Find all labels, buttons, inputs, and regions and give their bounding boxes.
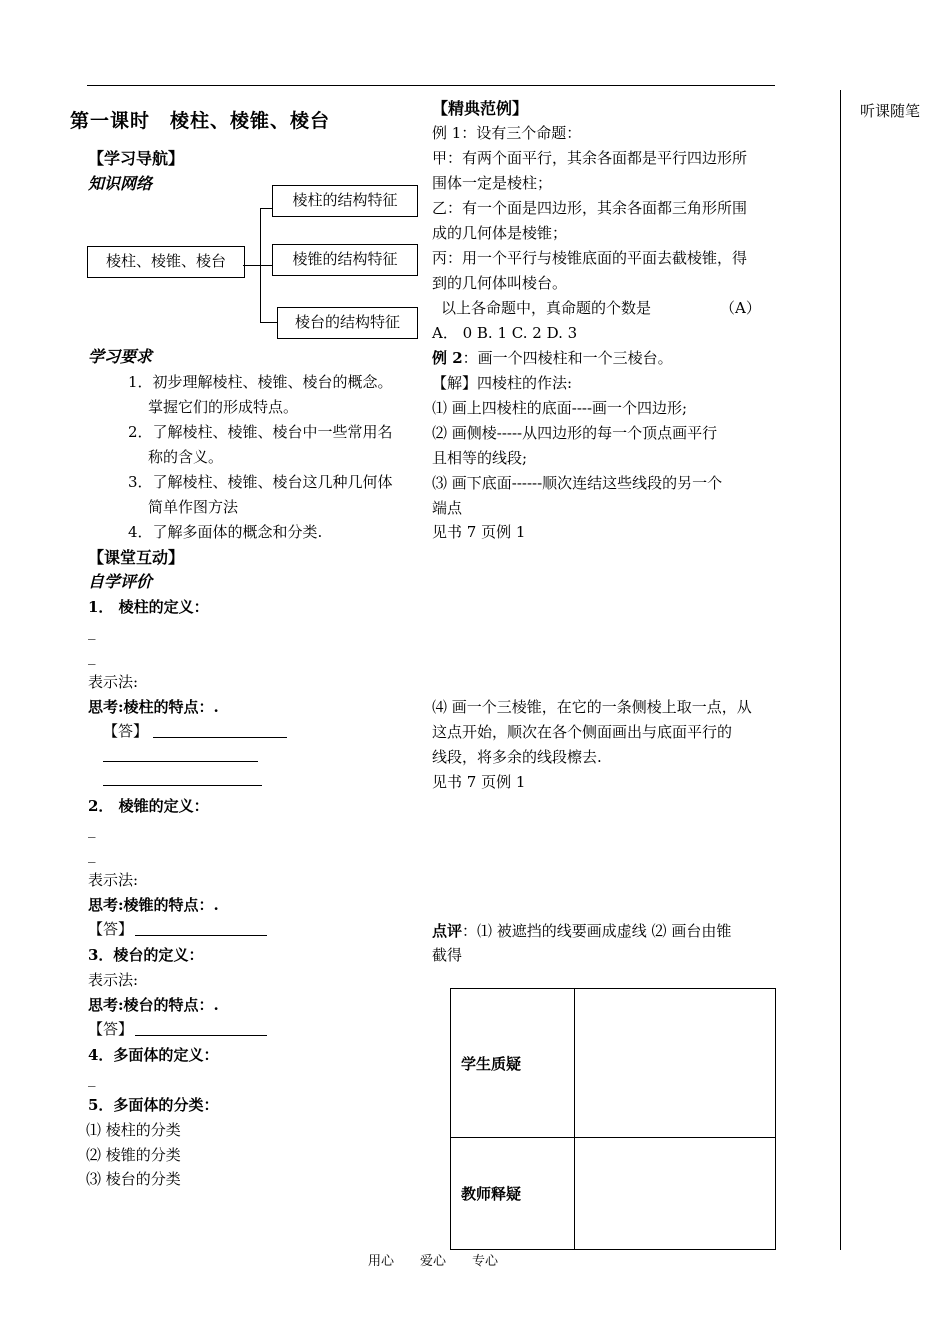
requirement-3: 3．了解棱柱、棱锥、棱台这几种几何体 xyxy=(128,473,393,491)
class-frustum: ⑶ 棱台的分类 xyxy=(86,1170,181,1188)
answer-blank[interactable] xyxy=(103,761,258,762)
diagram-connector xyxy=(260,208,272,209)
comment-text: ：⑴ 被遮挡的线要画成虚线 ⑵ 画台由锥 xyxy=(462,922,732,940)
classroom-heading: 【课堂互动】 xyxy=(88,548,185,567)
think-pyramid: 思考:棱锥的特点：. xyxy=(88,896,219,914)
table-row xyxy=(451,989,776,1138)
diagram-branch-pyramid: 棱锥的结构特征 xyxy=(272,244,418,276)
answer-blank[interactable] xyxy=(135,1035,267,1036)
q3-frustum-definition: 3．棱台的定义： xyxy=(88,946,204,964)
student-questions-cell[interactable] xyxy=(575,989,776,1138)
solution-step: 这点开始，顺次在各个侧面画出与底面平行的 xyxy=(432,723,733,741)
teacher-answers-cell[interactable] xyxy=(575,1138,776,1250)
answer-label: 【答】 xyxy=(88,1020,134,1038)
blank-line: _ xyxy=(88,622,96,640)
solution-step: 端点 xyxy=(432,499,463,517)
comment-line xyxy=(432,920,731,941)
diagram-branch-prism: 棱柱的结构特征 xyxy=(272,185,418,217)
diagram-branch-frustum: 棱台的结构特征 xyxy=(277,307,418,339)
example1-answer: （A） xyxy=(720,299,761,317)
solution-step: ⑷ 画一个三棱锥，在它的一条侧棱上取一点，从 xyxy=(432,698,752,716)
q2-pyramid-definition: 2． 棱锥的定义： xyxy=(88,797,209,815)
answer-blank[interactable] xyxy=(135,935,267,936)
example2-label: 例 2 xyxy=(432,349,463,367)
example-line: 例 1：设有三个命题： xyxy=(432,124,582,142)
class-prism: ⑴ 棱柱的分类 xyxy=(86,1121,181,1139)
answer-label: 【答】 xyxy=(103,722,149,740)
diagram-connector xyxy=(243,265,261,266)
blank-line: _ xyxy=(88,1069,96,1087)
solution-heading: 【解】四棱柱的作法: xyxy=(432,374,573,392)
example-line: 丙：用一个平行与棱锥底面的平面去截棱锥，得 xyxy=(432,249,748,267)
notation-label: 表示法: xyxy=(88,673,139,691)
class-pyramid: ⑵ 棱锥的分类 xyxy=(86,1146,181,1164)
example2-text: ：画一个四棱柱和一个三棱台。 xyxy=(462,349,673,367)
book-reference: 见书 7 页例 1 xyxy=(432,523,526,541)
blank-line: _ xyxy=(88,820,96,838)
footer: 用心 爱心 专心 xyxy=(368,1254,499,1269)
diagram-root-box: 棱柱、棱锥、棱台 xyxy=(87,246,245,278)
diagram-connector xyxy=(260,322,278,323)
answer-label: 【答】 xyxy=(88,920,134,938)
comment-label: 点评 xyxy=(432,922,463,940)
study-guide-heading: 【学习导航】 xyxy=(88,149,185,168)
self-eval-heading: 自学评价 xyxy=(88,572,153,591)
requirement-1: 1．初步理解棱柱、棱锥、棱台的概念。 xyxy=(128,373,393,391)
example2-line xyxy=(432,347,673,368)
side-note: 听课随笔 xyxy=(860,102,921,120)
requirements-heading: 学习要求 xyxy=(88,347,153,366)
q5-polyhedron-classes: 5．多面体的分类： xyxy=(88,1096,219,1114)
requirement-2: 2．了解棱柱、棱锥、棱台中一些常用名 xyxy=(128,423,393,441)
solution-step: ⑴ 画上四棱柱的底面----画一个四边形; xyxy=(432,399,688,417)
knowledge-network-heading: 知识网络 xyxy=(88,174,153,193)
answer-blank[interactable] xyxy=(103,785,262,786)
margin-rule xyxy=(840,90,841,1250)
example-line: 到的几何体叫棱台。 xyxy=(432,274,568,292)
think-prism: 思考:棱柱的特点：. xyxy=(88,698,219,716)
examples-heading: 【精典范例】 xyxy=(432,99,529,118)
requirement-1-cont: 掌握它们的形成特点。 xyxy=(148,398,299,416)
requirement-4: 4．了解多面体的概念和分类. xyxy=(128,523,323,541)
example-line: 甲：有两个面平行，其余各面都是平行四边形所 xyxy=(432,149,748,167)
solution-step: ⑶ 画下底面------顺次连结这些线段的另一个 xyxy=(432,474,723,492)
solution-step: 且相等的线段; xyxy=(432,449,528,467)
student-questions-label: 学生质疑 xyxy=(451,989,575,1138)
solution-step: 线段，将多余的线段檫去. xyxy=(432,748,602,766)
blank-line: _ xyxy=(88,845,96,863)
book-reference: 见书 7 页例 1 xyxy=(432,773,526,791)
table-row xyxy=(451,1138,776,1250)
notation-label: 表示法: xyxy=(88,871,139,889)
q4-polyhedron-definition: 4．多面体的定义： xyxy=(88,1046,219,1064)
lesson-title: 第一课时 棱柱、棱锥、棱台 xyxy=(70,110,331,132)
requirement-2-cont: 称的含义。 xyxy=(148,448,224,466)
teacher-answers-label: 教师释疑 xyxy=(451,1138,575,1250)
example-line: 成的几何体是棱锥； xyxy=(432,224,568,242)
diagram-connector xyxy=(260,265,272,266)
answer-blank[interactable] xyxy=(153,737,287,738)
example-line: 围体一定是棱柱； xyxy=(432,174,553,192)
blank-line: _ xyxy=(88,647,96,665)
example-line: 乙：有一个面是四边形，其余各面都三角形所围 xyxy=(432,199,748,217)
requirement-3-cont: 简单作图方法 xyxy=(148,498,239,516)
example1-choices: A． 0 B. 1 C. 2 D. 3 xyxy=(432,324,578,342)
question-table xyxy=(450,988,776,1250)
solution-step: ⑵ 画侧棱-----从四边形的每一个顶点画平行 xyxy=(432,424,718,442)
question-line: 以上各命题中，真命题的个数是 xyxy=(441,299,652,317)
notation-label: 表示法: xyxy=(88,971,139,989)
comment-text-cont: 截得 xyxy=(432,946,463,964)
think-frustum: 思考:棱台的特点：. xyxy=(88,996,219,1014)
top-rule xyxy=(87,85,775,86)
q1-prism-definition: 1． 棱柱的定义： xyxy=(88,598,209,616)
